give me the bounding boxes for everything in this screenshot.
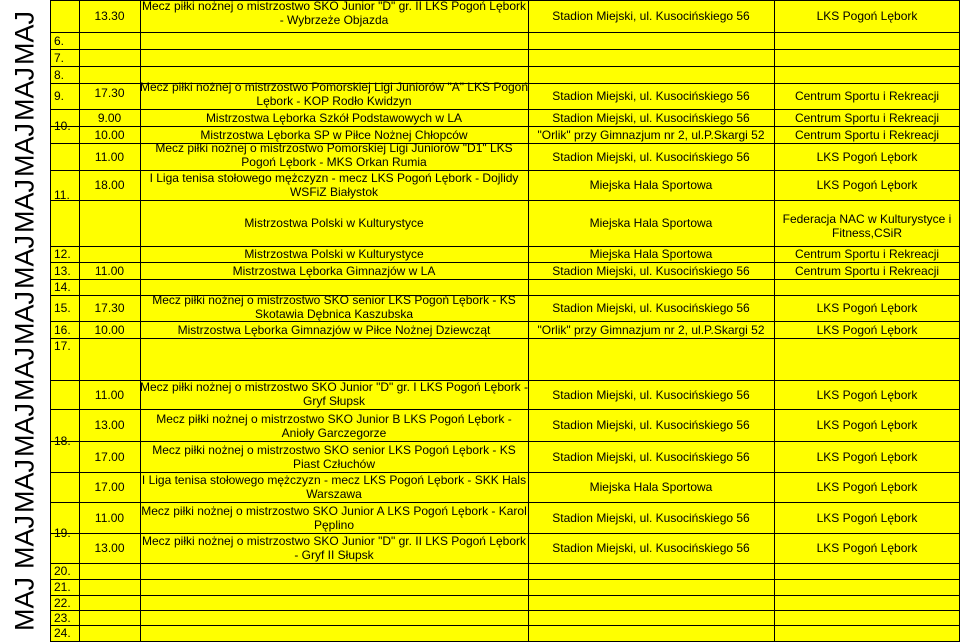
time-cell: 18.00 [94,178,125,192]
day-cell: 18. [54,434,71,448]
event-cell: Mecz piłki nożnej o mistrzostwo Pomorskiej Ligi Juniorów "D1" LKS Pogoń Lębork - MKS Orkan Rumia [155,141,513,169]
event-cell: Mistrzostwa Lęborka Gimnazjów w LA [232,263,436,278]
location-cell: Miejska Hala Sportowa [589,216,713,230]
month-label: MAJ [9,577,40,631]
location-cell: Stadion Miejski, ul. Kusocińskiego 56 [552,263,750,278]
organizer-cell: LKS Pogoń Lębork [816,449,918,464]
day-cell: 11. [54,187,70,202]
time-cell: 17.00 [94,449,125,464]
month-label: MAJ [9,459,40,513]
location-cell: Stadion Miejski, ul. Kusocińskiego 56 [552,301,750,315]
organizer-cell: LKS Pogoń Lębork [816,149,918,164]
month-label: MAJ [9,347,40,401]
time-cell: 13.30 [94,9,125,23]
day-cell: 14. [54,280,71,294]
event-cell: Mecz piłki nożnej o mistrzostwo SKO Junior "D" gr. I LKS Pogoń Lębork - Gryf Słupsk [140,380,528,408]
day-cell: 12. [54,247,71,261]
location-cell: Stadion Miejski, ul. Kusocińskiego 56 [552,418,750,432]
event-cell: Mistrzostwa Lęborka SP w Piłce Nożnej Chłopców [200,127,468,142]
event-cell: Mecz piłki nożnej o mistrzostwo SKO Junior "D" gr. II LKS Pogoń Lębork - Gryf II Słupsk [141,534,527,562]
day-cell: 6. [54,33,65,48]
month-label: MAJ [9,403,40,457]
day-cell: 21. [54,580,71,594]
time-cell: 9.00 [97,110,122,125]
organizer-cell: Centrum Sportu i Rekreacji [794,247,940,261]
day-cell: 9. [54,89,65,103]
day-cell: 10. [54,119,71,133]
month-label: MAJ [9,67,40,121]
time-cell: 13.00 [94,541,125,555]
organizer-cell: LKS Pogoń Lębork [816,387,918,402]
event-cell: Mistrzostwa Polski w Kulturystyce [244,247,424,261]
organizer-cell: LKS Pogoń Lębork [816,9,918,23]
time-cell: 11.00 [94,149,125,164]
location-cell: Miejska Hala Sportowa [589,178,713,192]
month-sidebar [0,0,50,642]
month-label: MAJ [9,11,40,65]
location-cell: Stadion Miejski, ul. Kusocińskiego 56 [552,110,750,125]
location-cell: Stadion Miejski, ul. Kusocińskiego 56 [552,541,750,555]
event-cell: Mecz piłki nożnej o mistrzostwo SKO senior LKS Pogoń Lębork - KS Piast Człuchów [152,442,516,471]
organizer-cell: LKS Pogoń Lębork [816,418,918,432]
time-cell: 10.00 [94,127,125,142]
time-cell: 11.00 [94,263,125,278]
schedule-table [50,0,960,642]
event-cell: Mecz piłki nożnej o mistrzostwo SKO Junior B LKS Pogoń Lębork - Anioły Garczegorze [156,411,512,440]
day-cell: 13. [54,263,71,278]
day-cell: 24. [54,626,71,640]
event-cell: I Liga tenisa stołowego mężczyzn - mecz LKS Pogoń Lębork - SKK Hals Warszawa [141,473,527,501]
day-cell: 22. [54,595,71,610]
month-label: MAJ [9,515,40,569]
location-cell: Miejska Hala Sportowa [589,480,713,494]
day-cell: 15. [54,301,71,315]
organizer-cell: LKS Pogoń Lębork [816,301,918,315]
day-cell: 8. [54,67,65,82]
organizer-cell: LKS Pogoń Lębork [816,510,918,525]
month-label: MAJ [9,235,40,289]
organizer-cell: Federacja NAC w Kulturystyce i Fitness,CSiR [782,212,952,240]
month-label: MAJ [9,291,40,345]
location-cell: Stadion Miejski, ul. Kusocińskiego 56 [552,449,750,464]
location-cell: Stadion Miejski, ul. Kusocińskiego 56 [552,387,750,402]
location-cell: Miejska Hala Sportowa [589,247,713,261]
time-cell: 11.00 [94,387,125,402]
organizer-cell: Centrum Sportu i Rekreacji [794,89,940,103]
organizer-cell: LKS Pogoń Lębork [816,541,918,555]
day-cell: 23. [54,610,71,625]
time-cell: 11.00 [94,510,125,525]
organizer-cell: Centrum Sportu i Rekreacji [794,110,940,125]
organizer-cell: Centrum Sportu i Rekreacji [794,263,940,278]
time-cell: 13.00 [94,418,125,432]
day-cell: 17. [54,339,71,353]
day-cell: 16. [54,322,71,337]
location-cell: "Orlik" przy Gimnazjum nr 2, ul.P.Skargi 52 [537,127,765,142]
time-cell: 17.30 [94,86,125,100]
event-cell: Mecz piłki nożnej o mistrzostwo Pomorskiej Ligi Juniorów "A" LKS Pogoń Lębork - KOP Rodło Kwidzyn [140,80,528,108]
event-cell: Mecz piłki nożnej o mistrzostwo SKO Junior "D" gr. II LKS Pogoń Lębork - Wybrzeże Objazda [141,0,527,27]
month-label: MAJ [9,179,40,233]
day-cell: 20. [54,564,71,578]
event-cell: Mecz piłki nożnej o mistrzostwo SKO senior LKS Pogoń Lębork - KS Skotawia Dębnica Kaszubska [152,293,516,321]
event-cell: Mistrzostwa Lęborka Szkół Podstawowych w LA [205,110,463,125]
organizer-cell: Centrum Sportu i Rekreacji [794,127,940,142]
day-cell: 19. [54,525,71,540]
organizer-cell: LKS Pogoń Lębork [816,322,918,337]
location-cell: Stadion Miejski, ul. Kusocińskiego 56 [552,510,750,525]
location-cell: Stadion Miejski, ul. Kusocińskiego 56 [552,149,750,164]
event-cell: I Liga tenisa stołowego mężczyzn - mecz LKS Pogoń Lębork - Dojlidy WSFiZ Białystok [149,171,519,199]
location-cell: "Orlik" przy Gimnazjum nr 2, ul.P.Skargi 52 [537,322,765,337]
time-cell: 17.00 [94,480,125,494]
event-cell: Mecz piłki nożnej o mistrzostwo SKO Junior A LKS Pogoń Lębork - Karol Pęplino [141,503,527,532]
month-label: MAJ [9,123,40,177]
event-cell: Mistrzostwa Polski w Kulturystyce [244,216,424,230]
time-cell: 10.00 [94,322,125,337]
organizer-cell: LKS Pogoń Lębork [816,178,918,192]
event-cell: Mistrzostwa Lęborka Gimnazjów w Piłce Nożnej Dziewcząt [177,322,491,337]
location-cell: Stadion Miejski, ul. Kusocińskiego 56 [552,89,750,103]
time-cell: 17.30 [94,301,125,315]
organizer-cell: LKS Pogoń Lębork [816,480,918,494]
day-cell: 7. [54,50,65,65]
location-cell: Stadion Miejski, ul. Kusocińskiego 56 [552,9,750,23]
